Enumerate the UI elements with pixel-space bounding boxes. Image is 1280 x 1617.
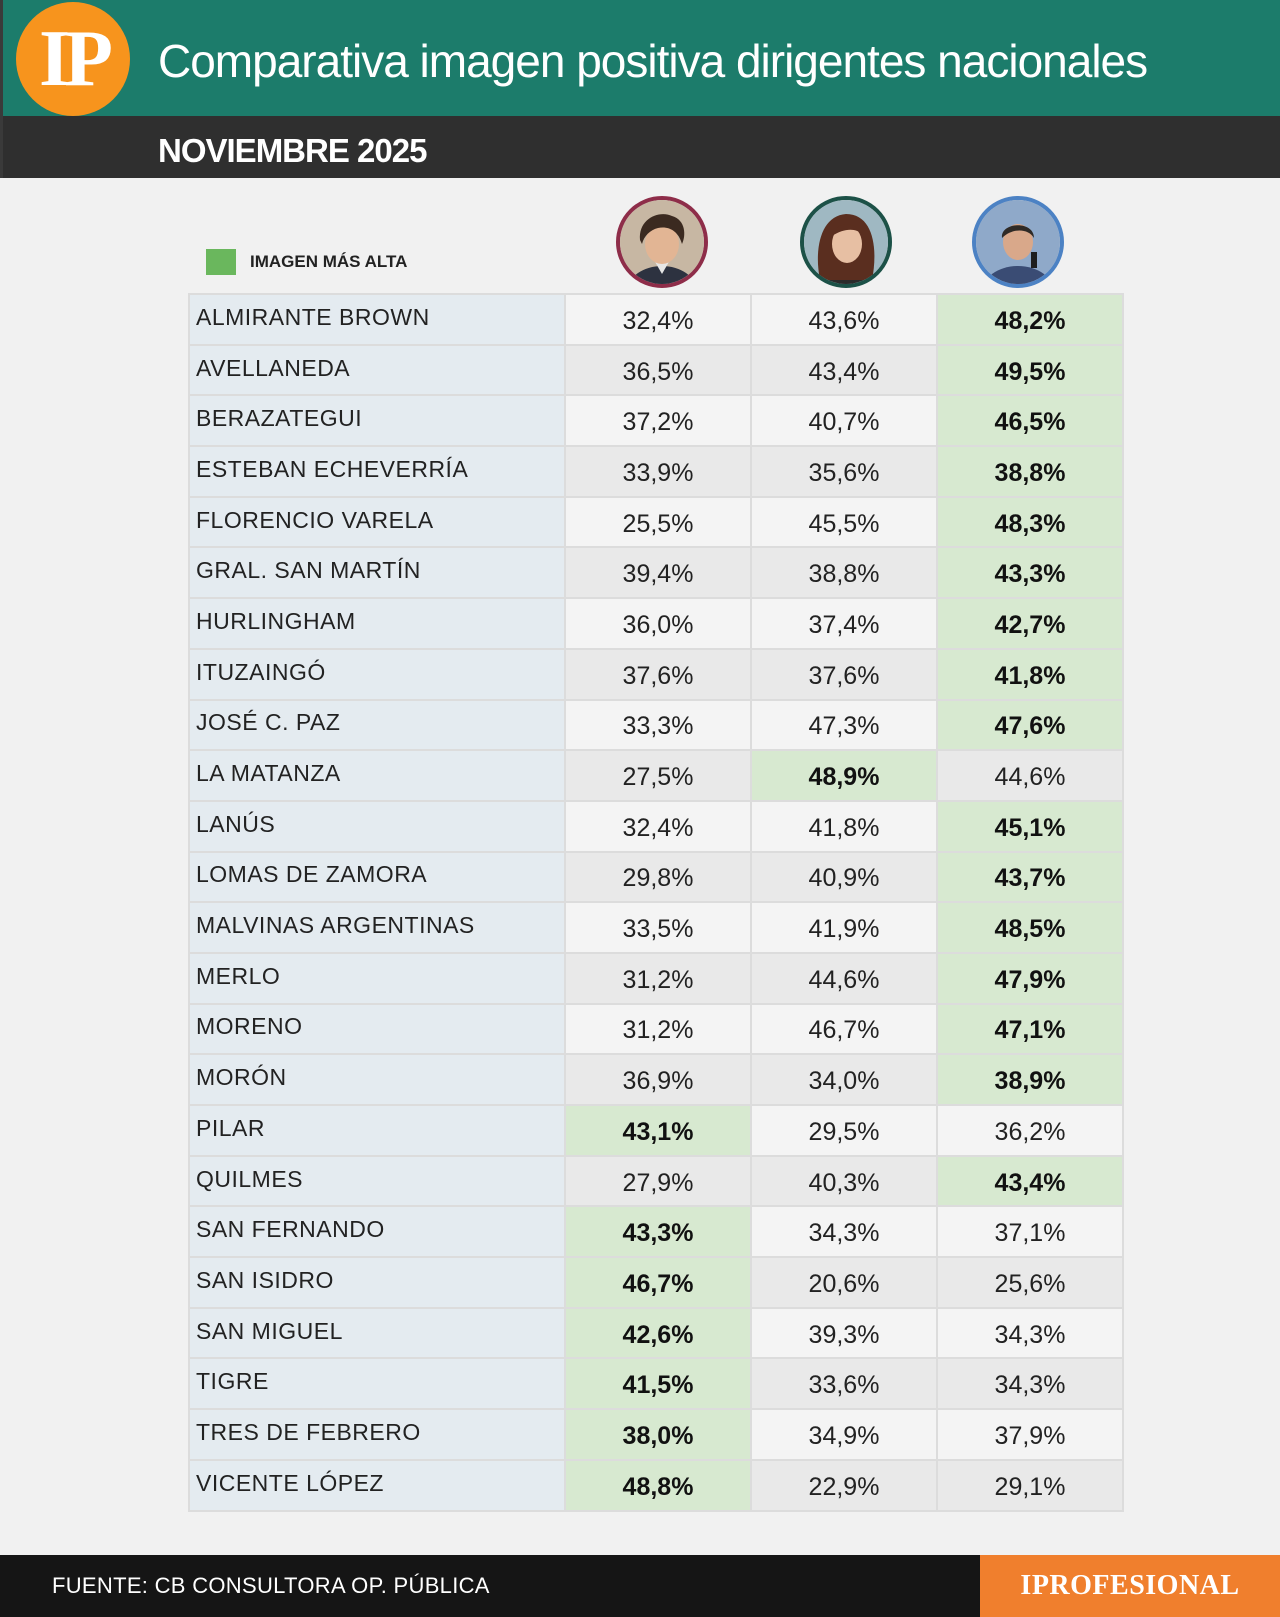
- table-row: [189, 1004, 1123, 1055]
- district-name: TIGRE: [189, 1358, 565, 1409]
- value-cell-column-3: 48,3%: [937, 497, 1123, 548]
- value-cell-column-2: 40,7%: [751, 395, 937, 446]
- value-cell-column-2: 43,6%: [751, 294, 937, 345]
- district-name: ALMIRANTE BROWN: [189, 294, 565, 345]
- value-cell-column-2: 33,6%: [751, 1358, 937, 1409]
- value-cell-column-1: 36,5%: [565, 345, 751, 396]
- value-cell-column-2: 41,8%: [751, 801, 937, 852]
- value-cell-column-3: 48,2%: [937, 294, 1123, 345]
- table-row: [189, 395, 1123, 446]
- value-cell-column-3: 45,1%: [937, 801, 1123, 852]
- value-cell-column-1: 42,6%: [565, 1308, 751, 1359]
- value-cell-column-1: 38,0%: [565, 1409, 751, 1460]
- value-cell-column-3: 37,1%: [937, 1206, 1123, 1257]
- district-name: QUILMES: [189, 1156, 565, 1207]
- value-cell-column-2: 48,9%: [751, 750, 937, 801]
- district-name: VICENTE LÓPEZ: [189, 1460, 565, 1511]
- district-name: SAN ISIDRO: [189, 1257, 565, 1308]
- value-cell-column-1: 32,4%: [565, 294, 751, 345]
- value-cell-column-3: 38,9%: [937, 1054, 1123, 1105]
- table-row: [189, 446, 1123, 497]
- value-cell-column-3: 43,4%: [937, 1156, 1123, 1207]
- avatar-column-3: [972, 196, 1064, 288]
- district-name: SAN MIGUEL: [189, 1308, 565, 1359]
- table-row: [189, 345, 1123, 396]
- brand-logo: IPROFESIONAL: [980, 1555, 1280, 1617]
- table-row: [189, 852, 1123, 903]
- value-cell-column-2: 44,6%: [751, 953, 937, 1004]
- value-cell-column-2: 45,5%: [751, 497, 937, 548]
- table-row: [189, 547, 1123, 598]
- table-row: [189, 649, 1123, 700]
- value-cell-column-2: 37,4%: [751, 598, 937, 649]
- value-cell-column-1: 25,5%: [565, 497, 751, 548]
- value-cell-column-1: 37,2%: [565, 395, 751, 446]
- district-name: SAN FERNANDO: [189, 1206, 565, 1257]
- value-cell-column-1: 27,9%: [565, 1156, 751, 1207]
- value-cell-column-1: 37,6%: [565, 649, 751, 700]
- value-cell-column-2: 29,5%: [751, 1105, 937, 1156]
- table-row: [189, 700, 1123, 751]
- value-cell-column-3: 48,5%: [937, 902, 1123, 953]
- value-cell-column-2: 41,9%: [751, 902, 937, 953]
- district-name: LOMAS DE ZAMORA: [189, 852, 565, 903]
- district-name: AVELLANEDA: [189, 345, 565, 396]
- legend-label: IMAGEN MÁS ALTA: [250, 252, 408, 271]
- table-row: [189, 1206, 1123, 1257]
- subheader-bar: [0, 116, 1280, 178]
- value-cell-column-1: 32,4%: [565, 801, 751, 852]
- value-cell-column-2: 34,9%: [751, 1409, 937, 1460]
- district-name: JOSÉ C. PAZ: [189, 700, 565, 751]
- table-row: [189, 598, 1123, 649]
- value-cell-column-1: 43,1%: [565, 1105, 751, 1156]
- value-cell-column-3: 47,1%: [937, 1004, 1123, 1055]
- table-row: [189, 801, 1123, 852]
- value-cell-column-2: 34,3%: [751, 1206, 937, 1257]
- value-cell-column-2: 43,4%: [751, 345, 937, 396]
- table-row: [189, 953, 1123, 1004]
- value-cell-column-1: 41,5%: [565, 1358, 751, 1409]
- district-name: ESTEBAN ECHEVERRÍA: [189, 446, 565, 497]
- avatar-column-1: [616, 196, 708, 288]
- page-subtitle: NOVIEMBRE 2025: [158, 132, 427, 169]
- value-cell-column-3: 29,1%: [937, 1460, 1123, 1511]
- value-cell-column-2: 35,6%: [751, 446, 937, 497]
- district-name: PILAR: [189, 1105, 565, 1156]
- value-cell-column-2: 34,0%: [751, 1054, 937, 1105]
- value-cell-column-3: 47,6%: [937, 700, 1123, 751]
- table-row: [189, 1156, 1123, 1207]
- value-cell-column-3: 43,7%: [937, 852, 1123, 903]
- table-row: [189, 1257, 1123, 1308]
- value-cell-column-1: 33,9%: [565, 446, 751, 497]
- district-name: MALVINAS ARGENTINAS: [189, 902, 565, 953]
- table-row: [189, 1409, 1123, 1460]
- district-name: MERLO: [189, 953, 565, 1004]
- value-cell-column-3: 42,7%: [937, 598, 1123, 649]
- value-cell-column-3: 43,3%: [937, 547, 1123, 598]
- district-name: LANÚS: [189, 801, 565, 852]
- value-cell-column-1: 48,8%: [565, 1460, 751, 1511]
- person-portrait-icon: [620, 200, 704, 284]
- value-cell-column-2: 40,3%: [751, 1156, 937, 1207]
- district-name: LA MATANZA: [189, 750, 565, 801]
- value-cell-column-1: 33,5%: [565, 902, 751, 953]
- value-cell-column-2: 37,6%: [751, 649, 937, 700]
- value-cell-column-3: 37,9%: [937, 1409, 1123, 1460]
- left-edge-divider: [0, 0, 3, 178]
- value-cell-column-2: 22,9%: [751, 1460, 937, 1511]
- table-row: [189, 750, 1123, 801]
- table-row: [189, 1054, 1123, 1105]
- value-cell-column-3: 46,5%: [937, 395, 1123, 446]
- ip-logo-icon: IP: [16, 2, 130, 116]
- value-cell-column-1: 27,5%: [565, 750, 751, 801]
- value-cell-column-3: 38,8%: [937, 446, 1123, 497]
- table-row: [189, 1308, 1123, 1359]
- table-row: [189, 902, 1123, 953]
- table-row: [189, 1358, 1123, 1409]
- district-name: ITUZAINGÓ: [189, 649, 565, 700]
- district-name: MORÓN: [189, 1054, 565, 1105]
- district-name: MORENO: [189, 1004, 565, 1055]
- table-row: [189, 497, 1123, 548]
- district-name: FLORENCIO VARELA: [189, 497, 565, 548]
- table-row: [189, 294, 1123, 345]
- legend-swatch: [206, 249, 236, 275]
- value-cell-column-2: 38,8%: [751, 547, 937, 598]
- value-cell-column-3: 34,3%: [937, 1308, 1123, 1359]
- avatar-column-2: [800, 196, 892, 288]
- district-name: GRAL. SAN MARTÍN: [189, 547, 565, 598]
- value-cell-column-2: 40,9%: [751, 852, 937, 903]
- footer-bar: [0, 1555, 1280, 1617]
- person-portrait-icon: [976, 200, 1060, 284]
- value-cell-column-3: 47,9%: [937, 953, 1123, 1004]
- value-cell-column-1: 31,2%: [565, 953, 751, 1004]
- table-row: [189, 1105, 1123, 1156]
- value-cell-column-2: 47,3%: [751, 700, 937, 751]
- page-title: Comparativa imagen positiva dirigentes nacionales: [158, 35, 1148, 87]
- value-cell-column-1: 36,9%: [565, 1054, 751, 1105]
- value-cell-column-2: 20,6%: [751, 1257, 937, 1308]
- value-cell-column-3: 41,8%: [937, 649, 1123, 700]
- legend: [206, 249, 407, 275]
- header-banner: [0, 0, 1280, 116]
- value-cell-column-2: 39,3%: [751, 1308, 937, 1359]
- results-table: [188, 293, 1124, 1512]
- district-name: HURLINGHAM: [189, 598, 565, 649]
- value-cell-column-1: 33,3%: [565, 700, 751, 751]
- person-portrait-icon: [804, 200, 888, 284]
- source-note: FUENTE: CB CONSULTORA OP. PÚBLICA: [52, 1573, 490, 1598]
- district-name: BERAZATEGUI: [189, 395, 565, 446]
- table-row: [189, 1460, 1123, 1511]
- value-cell-column-3: 44,6%: [937, 750, 1123, 801]
- value-cell-column-3: 34,3%: [937, 1358, 1123, 1409]
- value-cell-column-3: 25,6%: [937, 1257, 1123, 1308]
- value-cell-column-1: 31,2%: [565, 1004, 751, 1055]
- value-cell-column-1: 46,7%: [565, 1257, 751, 1308]
- value-cell-column-1: 36,0%: [565, 598, 751, 649]
- value-cell-column-3: 36,2%: [937, 1105, 1123, 1156]
- value-cell-column-1: 43,3%: [565, 1206, 751, 1257]
- value-cell-column-1: 39,4%: [565, 547, 751, 598]
- district-name: TRES DE FEBRERO: [189, 1409, 565, 1460]
- value-cell-column-2: 46,7%: [751, 1004, 937, 1055]
- value-cell-column-1: 29,8%: [565, 852, 751, 903]
- value-cell-column-3: 49,5%: [937, 345, 1123, 396]
